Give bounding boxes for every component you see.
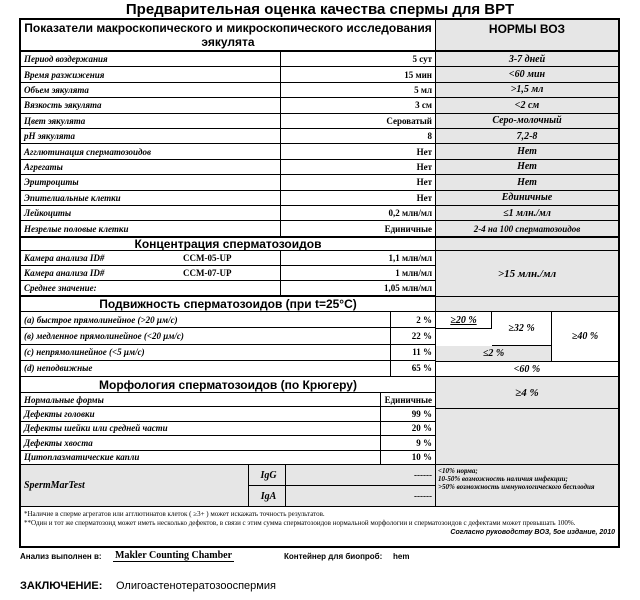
macro-row-norm: 2-4 на 100 сперматозоидов bbox=[436, 221, 618, 236]
macro-row-value: Нет bbox=[281, 175, 436, 190]
motility-row-label: (в) медленное прямолинейное (<20 μм/с) bbox=[21, 328, 391, 344]
macro-row-norm: <2 см bbox=[436, 98, 618, 113]
macro-row-value: Нет bbox=[281, 160, 436, 175]
concentration-row-value: 1,1 млн/мл bbox=[281, 251, 436, 266]
note-source: Согласно руководству ВОЗ, 5ое издание, 2010 bbox=[450, 529, 615, 536]
macro-row-norm: 7,2-8 bbox=[436, 129, 618, 144]
morphology-row-label: Дефекты хвоста bbox=[21, 436, 381, 450]
motility-row-value: 65 % bbox=[391, 361, 436, 377]
macro-row-norm: <60 мин bbox=[436, 67, 618, 82]
note-1: *Наличие в сперме агрегатов или агглютинатов клеток ( ≥3+ ) может искажать точность результатов. bbox=[24, 510, 325, 518]
morphology-row-value: 20 % bbox=[381, 422, 436, 436]
macro-row-label: Агглютинация сперматозоидов bbox=[21, 144, 281, 159]
macro-row-value: 5 сут bbox=[281, 52, 436, 67]
norms-header: НОРМЫ ВОЗ bbox=[436, 20, 618, 52]
concentration-row-value: 1,05 млн/мл bbox=[281, 281, 436, 296]
macro-row-value: 0,2 млн/мл bbox=[281, 206, 436, 221]
motility-norm-c: ≤2 % bbox=[436, 346, 552, 362]
motility-norm-d: <60 % bbox=[436, 362, 618, 377]
macro-row-norm: Единичные bbox=[436, 191, 618, 206]
concentration-title-norm-spacer bbox=[436, 237, 618, 251]
results-form bbox=[19, 18, 620, 548]
spermmar-norm-line-3: >50% возможность иммунологического бесплодия bbox=[438, 483, 595, 491]
morphology-norm: ≥4 % bbox=[436, 377, 618, 409]
concentration-row-device: CCM-07-UP bbox=[181, 266, 281, 281]
morphology-norm-fill bbox=[436, 409, 618, 465]
conclusion-label: ЗАКЛЮЧЕНИЕ: bbox=[20, 580, 103, 592]
concentration-row-label: Камера анализа ID# bbox=[21, 251, 181, 266]
macro-row-value: Сероватый bbox=[281, 114, 436, 129]
morphology-row-value: 99 % bbox=[381, 407, 436, 421]
concentration-row-device bbox=[181, 281, 281, 296]
macro-row-norm: Серо-молочный bbox=[436, 114, 618, 129]
concentration-row-label: Камера анализа ID# bbox=[21, 266, 181, 281]
motility-norm-abc: ≥40 % bbox=[552, 312, 618, 362]
macro-row-norm: Нет bbox=[436, 160, 618, 175]
spermmar-norm-line-2: 10-50% возможность наличия инфекции; bbox=[438, 475, 568, 483]
concentration-row-label: Среднее значение: bbox=[21, 281, 181, 296]
morphology-row-label: Нормальные формы bbox=[21, 393, 381, 407]
macro-row-label: Вязкость эякулята bbox=[21, 98, 281, 113]
motility-row-label: (c) непрямолинейное (<5 μм/с) bbox=[21, 345, 391, 361]
macro-row-label: pH эякулята bbox=[21, 129, 281, 144]
concentration-title: Концентрация сперматозоидов bbox=[21, 237, 436, 251]
macro-row-value: Нет bbox=[281, 144, 436, 159]
macro-row-norm: >1,5 мл bbox=[436, 83, 618, 98]
concentration-row-device: CCM-05-UP bbox=[181, 251, 281, 266]
morphology-row-label: Цитоплазматические капли bbox=[21, 451, 381, 465]
concentration-norm: >15 млн./мл bbox=[436, 251, 618, 296]
note-2: **Один и тот же сперматозоид может иметь несколько дефектов, в связи с этим сумма сперматозоидов нормальной морфологии и сперматозоидов с дефектами может превышать 100%. bbox=[24, 519, 576, 527]
macro-row-value: 8 bbox=[281, 129, 436, 144]
motility-norm-ab: ≥32 % bbox=[492, 312, 552, 346]
macro-row-norm: 3-7 дней bbox=[436, 52, 618, 67]
spermmar-norm bbox=[436, 465, 618, 507]
macro-row-label: Время разжижения bbox=[21, 67, 281, 82]
macro-row-label: Эритроциты bbox=[21, 175, 281, 190]
motility-title: Подвижность сперматозоидов (при t=25°C) bbox=[21, 296, 436, 312]
macro-row-value: Нет bbox=[281, 191, 436, 206]
container-value: hem bbox=[393, 552, 410, 561]
performed-value: Makler Counting Chamber bbox=[115, 550, 233, 561]
macro-row-norm: Нет bbox=[436, 175, 618, 190]
motility-row-label: (d) неподвижные bbox=[21, 361, 391, 377]
page-title: Предварительная оценка качества спермы для ВРТ bbox=[125, 1, 515, 18]
morphology-row-label: Дефекты шейки или средней части bbox=[21, 422, 381, 436]
motility-title-norm-spacer bbox=[436, 296, 618, 312]
macro-row-value: 15 мин bbox=[281, 67, 436, 82]
morphology-row-value: 9 % bbox=[381, 436, 436, 450]
macro-row-value: Единичные bbox=[281, 221, 436, 236]
macro-row-label: Объем эякулята bbox=[21, 83, 281, 98]
spermmar-norm-line-1: <10% норма; bbox=[438, 467, 478, 475]
motility-norm-a: ≥20 % bbox=[436, 312, 492, 329]
macro-row-label: Незрелые половые клетки bbox=[21, 221, 281, 236]
macro-row-label: Период воздержания bbox=[21, 52, 281, 67]
morphology-row-label: Дефекты головки bbox=[21, 407, 381, 421]
motility-row-value: 2 % bbox=[391, 312, 436, 328]
morphology-row-value: 10 % bbox=[381, 451, 436, 465]
performed-label: Анализ выполнен в: bbox=[20, 552, 102, 561]
macro-row-norm: ≤1 млн./мл bbox=[436, 206, 618, 221]
notes bbox=[21, 507, 618, 546]
conclusion-value: Олигоастенотератозооспермия bbox=[116, 580, 276, 592]
container-label: Контейнер для биопроб: bbox=[284, 552, 383, 561]
igg-label: IgG bbox=[249, 465, 286, 486]
macro-row-label: Эпителиальные клетки bbox=[21, 191, 281, 206]
morphology-title: Морфология сперматозоидов (по Крюгеру) bbox=[21, 377, 436, 393]
macro-row-value: 5 мл bbox=[281, 83, 436, 98]
concentration-row-value: 1 млн/мл bbox=[281, 266, 436, 281]
spermmar-label: SpermMarTest bbox=[21, 465, 249, 507]
macro-row-label: Лейкоциты bbox=[21, 206, 281, 221]
macro-row-value: 3 см bbox=[281, 98, 436, 113]
iga-label: IgA bbox=[249, 486, 286, 507]
igg-value: ------ bbox=[286, 465, 436, 486]
morphology-row-value: Единичные bbox=[381, 393, 436, 407]
macro-row-norm: Нет bbox=[436, 144, 618, 159]
motility-row-value: 22 % bbox=[391, 328, 436, 344]
motility-row-label: (a) быстрое прямолинейное (>20 μм/с) bbox=[21, 312, 391, 328]
macro-row-label: Цвет эякулята bbox=[21, 114, 281, 129]
iga-value: ------ bbox=[286, 486, 436, 507]
left-header: Показатели макроскопического и микроскопического исследования эякулята bbox=[21, 20, 436, 52]
macro-row-label: Агрегаты bbox=[21, 160, 281, 175]
motility-row-value: 11 % bbox=[391, 345, 436, 361]
